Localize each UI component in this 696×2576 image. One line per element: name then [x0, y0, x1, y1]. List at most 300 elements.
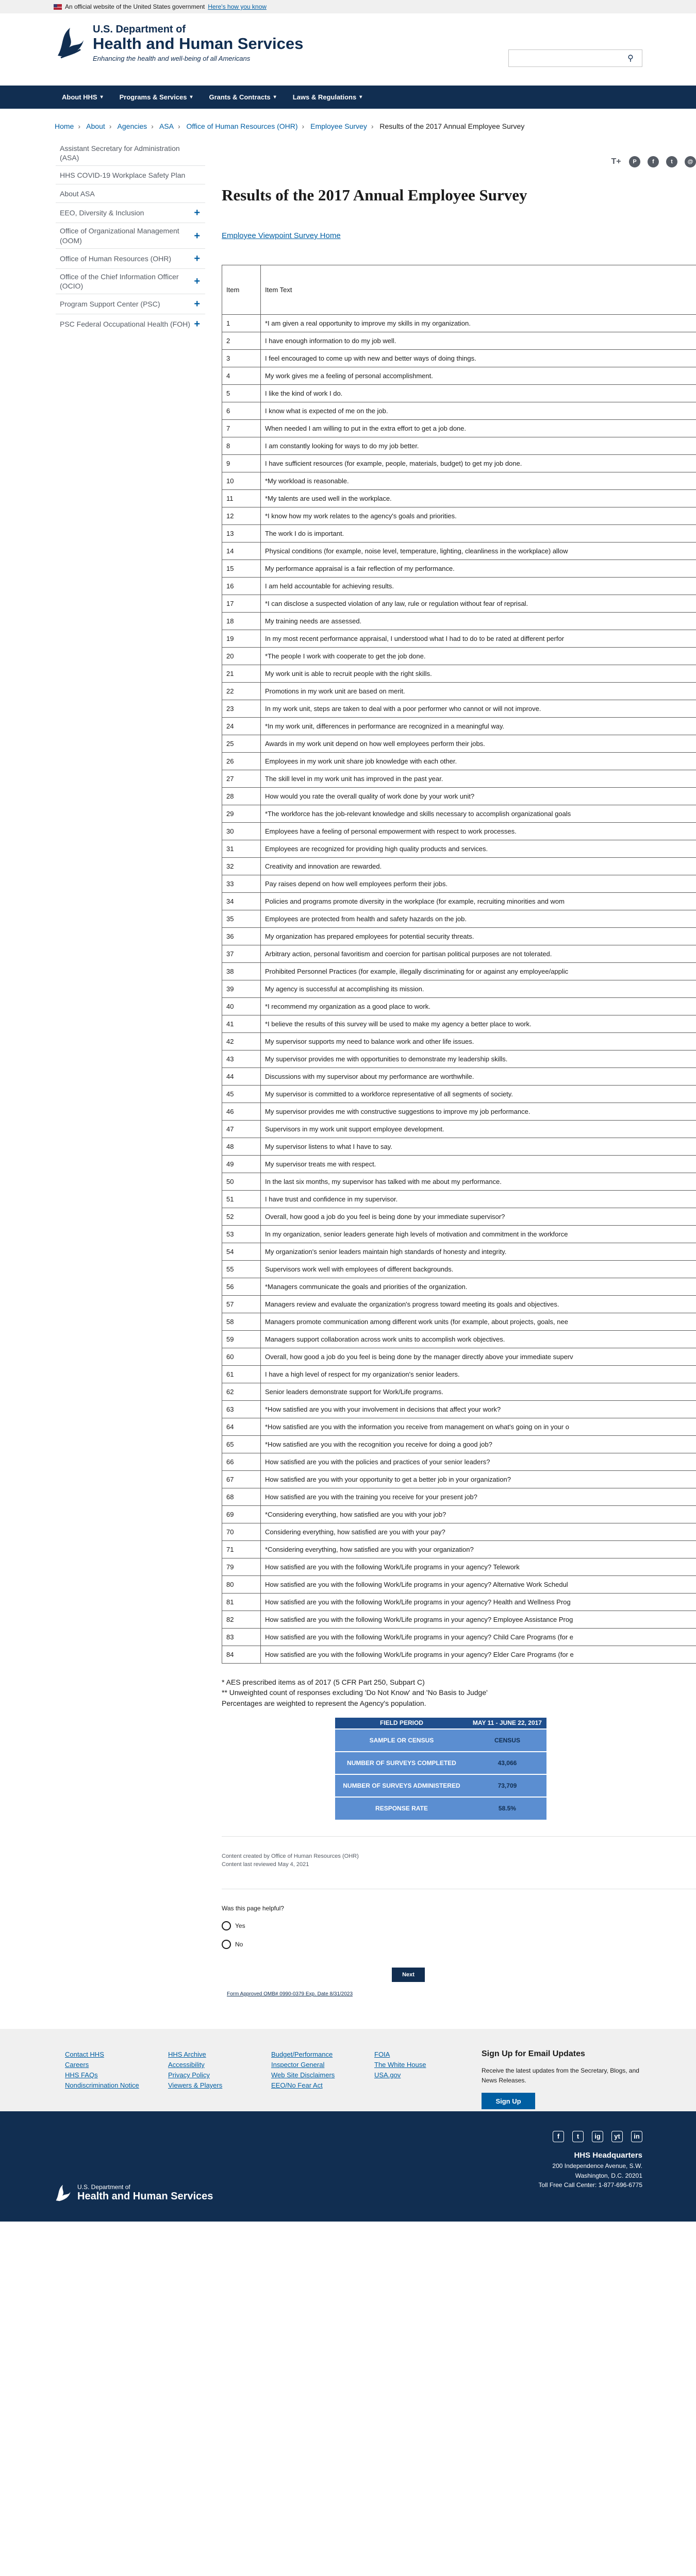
table-row — [222, 1611, 696, 1629]
nav-grants[interactable]: Grants & Contracts ▾ — [209, 93, 276, 101]
item-text: In my organization, senior leaders generate high levels of motivation and commitment in the workforce — [261, 1226, 696, 1243]
item-text: *The workforce has the job-relevant knowledge and skills necessary to accomplish organizational goals — [261, 805, 696, 823]
item-text: Managers review and evaluate the organization's progress toward meeting its goals and objectives. — [261, 1296, 696, 1313]
item-text: *I recommend my organization as a good place to work. — [261, 998, 696, 1015]
table-row — [222, 385, 696, 402]
item-text: Prohibited Personnel Practices (for example, illegally discriminating for or against any employee/applic — [261, 963, 696, 980]
item-number: 45 — [222, 1086, 261, 1103]
stats-value: 43,066 — [468, 1752, 546, 1774]
item-number: 82 — [222, 1611, 261, 1629]
stats-label: NUMBER OF SURVEYS ADMINISTERED — [335, 1774, 468, 1797]
table-row — [222, 1015, 696, 1033]
sidenav-item[interactable] — [56, 202, 205, 223]
table-row — [222, 858, 696, 875]
footer-link[interactable]: Web Site Disclaimers — [271, 2071, 335, 2079]
item-text: My supervisor provides me with constructive suggestions to improve my job performance. — [261, 1103, 696, 1121]
item-number: 3 — [222, 350, 261, 367]
sidenav-item[interactable] — [56, 294, 205, 314]
item-number: 16 — [222, 578, 261, 595]
hq-address — [539, 2149, 642, 2190]
item-number: 31 — [222, 840, 261, 858]
stats-label: SAMPLE OR CENSUS — [335, 1729, 468, 1752]
table-row — [222, 1296, 696, 1313]
table-row — [222, 490, 696, 507]
table-row — [222, 1646, 696, 1664]
item-text: How satisfied are you with the following Work/Life programs in your agency? Employee Assistance Prog — [261, 1611, 696, 1629]
item-number: 18 — [222, 613, 261, 630]
item-text: How satisfied are you with the following Work/Life programs in your agency? Child Care Programs (for e — [261, 1629, 696, 1646]
item-text: The skill level in my work unit has improved in the past year. — [261, 770, 696, 788]
item-number: 20 — [222, 648, 261, 665]
table-row — [222, 472, 696, 490]
item-text: Supervisors work well with employees of different backgrounds. — [261, 1261, 696, 1278]
gov-banner-text: An official website of the United States government — [65, 3, 205, 10]
item-number: 29 — [222, 805, 261, 823]
table-row — [222, 805, 696, 823]
item-text: How satisfied are you with the following Work/Life programs in your agency? Alternative Work Schedul — [261, 1576, 696, 1594]
table-row — [222, 665, 696, 683]
sidenav-item[interactable] — [56, 223, 205, 248]
instagram-icon[interactable]: ig — [592, 2131, 603, 2142]
feedback-question: Was this page helpful? — [222, 1904, 284, 1912]
item-number: 44 — [222, 1068, 261, 1086]
stats-table — [335, 1718, 546, 1820]
sidenav-item-label: About ASA — [60, 189, 95, 198]
item-text: How satisfied are you with the following Work/Life programs in your agency? Health and Wellness Prog — [261, 1594, 696, 1611]
item-number: 14 — [222, 543, 261, 560]
chevron-down-icon: ▾ — [273, 94, 276, 100]
footer-name: Health and Human Services — [77, 2191, 213, 2202]
item-number: 52 — [222, 1208, 261, 1226]
item-text: My supervisor provides me with opportunities to demonstrate my leadership skills. — [261, 1050, 696, 1068]
item-text: Managers support collaboration across work units to accomplish work objectives. — [261, 1331, 696, 1348]
table-row — [222, 1138, 696, 1156]
item-text: Arbitrary action, personal favoritism and coercion for partisan political purposes are not tolerated. — [261, 945, 696, 963]
item-number: 42 — [222, 1033, 261, 1050]
search-button[interactable] — [619, 50, 642, 66]
header-name: Health and Human Services — [93, 35, 304, 53]
item-number: 28 — [222, 788, 261, 805]
table-row — [222, 700, 696, 718]
signup-title: Sign Up for Email Updates — [482, 2049, 585, 2058]
item-number: 12 — [222, 507, 261, 525]
item-number: 35 — [222, 910, 261, 928]
item-text: My organization has prepared employees for potential security threats. — [261, 928, 696, 945]
item-text: I feel encouraged to come up with new and better ways of doing things. — [261, 350, 696, 367]
item-text: When needed I am willing to put in the extra effort to get a job done. — [261, 420, 696, 437]
item-number: 60 — [222, 1348, 261, 1366]
social-links — [539, 2131, 642, 2142]
table-row — [222, 1278, 696, 1296]
item-number: 8 — [222, 437, 261, 455]
item-text: Supervisors in my work unit support employee development. — [261, 1121, 696, 1138]
item-text: In the last six months, my supervisor has talked with me about my performance. — [261, 1173, 696, 1191]
table-row — [222, 648, 696, 665]
item-text: Considering everything, how satisfied are you with your pay? — [261, 1523, 696, 1541]
main-nav — [0, 86, 696, 109]
stats-value: 73,709 — [468, 1774, 546, 1797]
page-title: Results of the 2017 Annual Employee Survey — [222, 186, 527, 204]
footer-links — [0, 2029, 696, 2111]
item-number: 46 — [222, 1103, 261, 1121]
col-item: Item — [222, 265, 261, 315]
item-text: Overall, how good a job do you feel is being done by the manager directly above your immediate superv — [261, 1348, 696, 1366]
expand-plus-icon[interactable]: + — [194, 207, 200, 219]
table-row — [222, 525, 696, 543]
item-text: Employees have a feeling of personal empowerment with respect to work processes. — [261, 823, 696, 840]
stats-label: FIELD PERIOD — [335, 1718, 468, 1729]
item-number: 6 — [222, 402, 261, 420]
chevron-down-icon: ▾ — [190, 94, 193, 100]
item-number: 84 — [222, 1646, 261, 1664]
footer-link[interactable]: EEO/No Fear Act — [271, 2081, 323, 2090]
table-row — [222, 1418, 696, 1436]
item-number: 41 — [222, 1015, 261, 1033]
item-number: 5 — [222, 385, 261, 402]
item-text: I have enough information to do my job well. — [261, 332, 696, 350]
item-number: 68 — [222, 1488, 261, 1506]
text-size-icon[interactable]: T+ — [611, 157, 621, 166]
table-row — [222, 928, 696, 945]
table-row — [222, 1173, 696, 1191]
item-number: 11 — [222, 490, 261, 507]
item-text: I am held accountable for achieving results. — [261, 578, 696, 595]
item-number: 24 — [222, 718, 261, 735]
nav-about-hhs[interactable]: About HHS ▾ — [62, 93, 103, 101]
sidenav-item[interactable] — [56, 248, 205, 268]
sidenav-item-label: PSC Federal Occupational Health (FOH) — [60, 320, 190, 329]
item-number: 79 — [222, 1558, 261, 1576]
item-number: 71 — [222, 1541, 261, 1558]
item-text: Policies and programs promote diversity in the workplace (for example, recruiting minorities and wom — [261, 893, 696, 910]
table-row — [222, 595, 696, 613]
footer-link[interactable]: Contact HHS — [65, 2050, 104, 2058]
search-box — [508, 49, 642, 67]
table-row — [222, 1261, 696, 1278]
item-text: Creativity and innovation are rewarded. — [261, 858, 696, 875]
item-text: I like the kind of work I do. — [261, 385, 696, 402]
expand-plus-icon[interactable]: + — [194, 252, 200, 264]
item-number: 54 — [222, 1243, 261, 1261]
breadcrumb-asa[interactable]: ASA — [159, 122, 174, 130]
item-text: The work I do is important. — [261, 525, 696, 543]
item-number: 62 — [222, 1383, 261, 1401]
radio-no[interactable] — [222, 1940, 696, 1949]
item-number: 64 — [222, 1418, 261, 1436]
footer-dept: U.S. Department of — [77, 2183, 130, 2191]
table-row — [222, 1243, 696, 1261]
table-row — [222, 735, 696, 753]
item-number: 30 — [222, 823, 261, 840]
item-number: 70 — [222, 1523, 261, 1541]
stats-label: RESPONSE RATE — [335, 1797, 468, 1820]
print-icon[interactable]: P — [629, 156, 640, 167]
item-text: *In my work unit, differences in performance are recognized in a meaningful way. — [261, 718, 696, 735]
item-text: Awards in my work unit depend on how well employees perform their jobs. — [261, 735, 696, 753]
table-row — [222, 1471, 696, 1488]
footer-col-2 — [168, 2049, 271, 2111]
facebook-icon[interactable]: f — [648, 156, 659, 167]
footer-link[interactable]: HHS FAQs — [65, 2071, 98, 2079]
item-text: How satisfied are you with your opportunity to get a better job in your organization? — [261, 1471, 696, 1488]
table-row — [222, 910, 696, 928]
evs-home-link[interactable]: Employee Viewpoint Survey Home — [222, 231, 341, 240]
item-text: *Considering everything, how satisfied are you with your organization? — [261, 1541, 696, 1558]
youtube-icon[interactable]: yt — [611, 2131, 623, 2142]
table-row — [222, 1068, 696, 1086]
radio-no-label: No — [235, 1940, 243, 1948]
radio-circle[interactable] — [222, 1921, 231, 1930]
item-number: 65 — [222, 1436, 261, 1453]
table-row — [222, 1348, 696, 1366]
table-row — [222, 1594, 696, 1611]
linkedin-icon[interactable]: in — [631, 2131, 642, 2142]
table-row — [222, 630, 696, 648]
expand-plus-icon[interactable]: + — [194, 318, 200, 330]
breadcrumb-ohr[interactable]: Office of Human Resources (OHR) — [186, 122, 298, 130]
table-row — [222, 1629, 696, 1646]
table-row — [222, 1506, 696, 1523]
item-text: Employees in my work unit share job knowledge with each other. — [261, 753, 696, 770]
table-row — [222, 560, 696, 578]
table-row — [222, 980, 696, 998]
sidenav-item[interactable] — [56, 314, 205, 334]
item-number: 40 — [222, 998, 261, 1015]
footer-link[interactable]: Privacy Policy — [168, 2071, 210, 2079]
item-number: 83 — [222, 1629, 261, 1646]
footer-link[interactable]: HHS Archive — [168, 2050, 206, 2058]
sidenav-item-label: EEO, Diversity & Inclusion — [60, 209, 144, 217]
twitter-icon[interactable]: t — [572, 2131, 584, 2142]
footer-link[interactable]: Inspector General — [271, 2061, 325, 2069]
table-row — [222, 1208, 696, 1226]
radio-circle[interactable] — [222, 1940, 231, 1949]
item-text: How satisfied are you with the following Work/Life programs in your agency? Elder Care Programs (for e — [261, 1646, 696, 1664]
item-text: My work gives me a feeling of personal accomplishment. — [261, 367, 696, 385]
footer-link[interactable]: Accessibility — [168, 2061, 205, 2069]
table-row — [222, 1366, 696, 1383]
breadcrumb-home[interactable]: Home — [55, 122, 74, 130]
sidenav-item-label: Program Support Center (PSC) — [60, 300, 160, 309]
item-text: *How satisfied are you with the recognition you receive for doing a good job? — [261, 1436, 696, 1453]
item-text: In my most recent performance appraisal, I understood what I had to do to be rated at different perfor — [261, 630, 696, 648]
item-text: *My talents are used well in the workplace. — [261, 490, 696, 507]
signup-button[interactable]: Sign Up — [482, 2093, 535, 2109]
stats-value: CENSUS — [468, 1729, 546, 1752]
table-row — [222, 420, 696, 437]
item-text: My performance appraisal is a fair reflection of my performance. — [261, 560, 696, 578]
item-number: 27 — [222, 770, 261, 788]
site-header — [0, 13, 696, 86]
table-row — [222, 1313, 696, 1331]
nav-laws[interactable]: Laws & Regulations ▾ — [292, 93, 362, 101]
item-number: 23 — [222, 700, 261, 718]
item-number: 7 — [222, 420, 261, 437]
item-text: Employees are recognized for providing high quality products and services. — [261, 840, 696, 858]
footer-link[interactable]: The White House — [374, 2061, 426, 2069]
hhs-logo[interactable] — [54, 24, 303, 62]
footer-col-1 — [65, 2049, 168, 2111]
item-number: 59 — [222, 1331, 261, 1348]
breadcrumb-agencies[interactable]: Agencies — [117, 122, 147, 130]
gov-banner-link[interactable]: Here's how you know — [208, 3, 267, 10]
item-number: 13 — [222, 525, 261, 543]
item-number: 51 — [222, 1191, 261, 1208]
footer-link[interactable]: FOIA — [374, 2050, 390, 2058]
breadcrumb-employee-survey[interactable]: Employee Survey — [310, 122, 367, 130]
item-text: I know what is expected of me on the job. — [261, 402, 696, 420]
item-text: My work unit is able to recruit people with the right skills. — [261, 665, 696, 683]
note-unweighted: ** Unweighted count of responses excluding 'Do Not Know' and 'No Basis to Judge' — [222, 1688, 488, 1697]
sidenav-item[interactable] — [56, 141, 205, 165]
hq-line: Toll Free Call Center: 1-877-696-6775 — [538, 2181, 642, 2189]
item-number: 19 — [222, 630, 261, 648]
table-row — [222, 1033, 696, 1050]
item-number: 53 — [222, 1226, 261, 1243]
footer-link[interactable]: USA.gov — [374, 2071, 401, 2079]
item-number: 80 — [222, 1576, 261, 1594]
header-dept: U.S. Department of — [93, 24, 186, 35]
item-text: My supervisor supports my need to balance work and other life issues. — [261, 1033, 696, 1050]
table-row — [222, 543, 696, 560]
table-row — [222, 613, 696, 630]
header-tagline: Enhancing the health and well-being of all Americans — [93, 54, 251, 62]
stats-value: MAY 11 - JUNE 22, 2017 — [468, 1718, 546, 1729]
table-row — [222, 963, 696, 980]
item-number: 39 — [222, 980, 261, 998]
item-text: *The people I work with cooperate to get the job done. — [261, 648, 696, 665]
item-text: I have a high level of respect for my organization's senior leaders. — [261, 1366, 696, 1383]
expand-plus-icon[interactable]: + — [194, 230, 200, 242]
breadcrumb: Home › About › Agencies › ASA › Office of Human Resources (OHR) › Employee Survey › Results of the 2017 Annual Employee Survey — [55, 122, 525, 130]
survey-table — [222, 265, 696, 1664]
facebook-icon[interactable]: f — [553, 2131, 564, 2142]
sidenav-item[interactable] — [56, 184, 205, 202]
hq-title: HHS Headquarters — [574, 2150, 642, 2160]
item-text: My supervisor is committed to a workforce representative of all segments of society. — [261, 1086, 696, 1103]
chevron-down-icon: ▾ — [100, 94, 103, 100]
item-number: 21 — [222, 665, 261, 683]
item-number: 15 — [222, 560, 261, 578]
table-row — [222, 718, 696, 735]
table-row — [222, 945, 696, 963]
item-text: *How satisfied are you with your involvement in decisions that affect your work? — [261, 1401, 696, 1418]
item-text: I have trust and confidence in my supervisor. — [261, 1191, 696, 1208]
us-flag-icon — [54, 4, 62, 10]
item-text: *I believe the results of this survey will be used to make my agency a better place to work. — [261, 1015, 696, 1033]
email-icon[interactable]: @ — [685, 156, 696, 167]
table-row — [222, 998, 696, 1015]
sidenav-item[interactable] — [56, 268, 205, 294]
main-content — [222, 141, 696, 1997]
search-icon: ⚲ — [627, 54, 634, 63]
item-number: 4 — [222, 367, 261, 385]
signup-text: Receive the latest updates from the Secretary, Blogs, and News Releases. — [482, 2066, 639, 2084]
sidenav-item[interactable] — [56, 165, 205, 184]
item-text: *I can disclose a suspected violation of any law, rule or regulation without fear of reprisal. — [261, 595, 696, 613]
expand-plus-icon[interactable]: + — [194, 298, 200, 310]
item-text: How satisfied are you with the training you receive for your present job? — [261, 1488, 696, 1506]
item-text: I am constantly looking for ways to do my job better. — [261, 437, 696, 455]
table-row — [222, 1488, 696, 1506]
footer-link[interactable]: Careers — [65, 2061, 89, 2069]
item-text: Overall, how good a job do you feel is being done by your immediate supervisor? — [261, 1208, 696, 1226]
item-number: 17 — [222, 595, 261, 613]
content-created: Content created by Office of Human Resources (OHR) — [222, 1853, 359, 1859]
item-number: 1 — [222, 315, 261, 332]
table-row — [222, 1383, 696, 1401]
stats-label: NUMBER OF SURVEYS COMPLETED — [335, 1752, 468, 1774]
item-number: 9 — [222, 455, 261, 472]
item-number: 10 — [222, 472, 261, 490]
table-row — [222, 770, 696, 788]
item-number: 57 — [222, 1296, 261, 1313]
table-row — [222, 350, 696, 367]
note-aes: * AES prescribed items as of 2017 (5 CFR Part 250, Subpart C) — [222, 1678, 425, 1686]
table-row — [222, 332, 696, 350]
table-row — [222, 315, 696, 332]
item-number: 36 — [222, 928, 261, 945]
item-number: 55 — [222, 1261, 261, 1278]
search-input[interactable] — [509, 50, 619, 66]
item-number: 25 — [222, 735, 261, 753]
item-text: My training needs are assessed. — [261, 613, 696, 630]
table-notes — [222, 1677, 696, 1708]
item-text: *How satisfied are you with the information you receive from management on what's going on in your o — [261, 1418, 696, 1436]
footer-link[interactable]: Budget/Performance — [271, 2050, 333, 2058]
item-text: My agency is successful at accomplishing its mission. — [261, 980, 696, 998]
nav-programs[interactable]: Programs & Services ▾ — [119, 93, 193, 101]
table-row — [222, 1436, 696, 1453]
radio-yes-label: Yes — [235, 1922, 245, 1929]
item-number: 48 — [222, 1138, 261, 1156]
item-number: 22 — [222, 683, 261, 700]
footer-link[interactable]: Viewers & Players — [168, 2081, 223, 2090]
omb-link[interactable]: Form Approved OMB# 0990-0379 Exp. Date 8/31/2023 — [227, 1991, 353, 1997]
table-row — [222, 1453, 696, 1471]
twitter-icon[interactable]: t — [666, 156, 677, 167]
breadcrumb-current: Results of the 2017 Annual Employee Survey — [379, 122, 525, 130]
table-row — [222, 1331, 696, 1348]
side-nav — [56, 141, 205, 1997]
item-text: *I know how my work relates to the agency's goals and priorities. — [261, 507, 696, 525]
table-row — [222, 1121, 696, 1138]
hq-line: 200 Independence Avenue, S.W. — [552, 2162, 642, 2170]
next-button[interactable]: Next — [392, 1968, 425, 1982]
radio-yes[interactable] — [222, 1921, 696, 1930]
item-text: My supervisor treats me with respect. — [261, 1156, 696, 1173]
table-row — [222, 1191, 696, 1208]
table-row — [222, 1226, 696, 1243]
sidenav-item-label: Office of Organizational Management (OOM) — [60, 227, 179, 245]
expand-plus-icon[interactable]: + — [194, 275, 200, 287]
footer-link[interactable]: Nondiscrimination Notice — [65, 2081, 139, 2090]
item-text: *Considering everything, how satisfied are you with your job? — [261, 1506, 696, 1523]
item-text: Discussions with my supervisor about my performance are worthwhile. — [261, 1068, 696, 1086]
feedback-form — [222, 1889, 696, 1997]
table-row — [222, 1401, 696, 1418]
table-row — [222, 1156, 696, 1173]
chevron-down-icon: ▾ — [359, 94, 362, 100]
item-text: In my work unit, steps are taken to deal with a poor performer who cannot or will not improve. — [261, 700, 696, 718]
note-weighted: Percentages are weighted to represent the Agency's population. — [222, 1699, 426, 1707]
item-number: 67 — [222, 1471, 261, 1488]
footer-logo[interactable] — [54, 2165, 213, 2222]
breadcrumb-about[interactable]: About — [86, 122, 105, 130]
item-text: My organization's senior leaders maintain high standards of honesty and integrity. — [261, 1243, 696, 1261]
item-text: I have sufficient resources (for example, people, materials, budget) to get my job done. — [261, 455, 696, 472]
table-row — [222, 875, 696, 893]
